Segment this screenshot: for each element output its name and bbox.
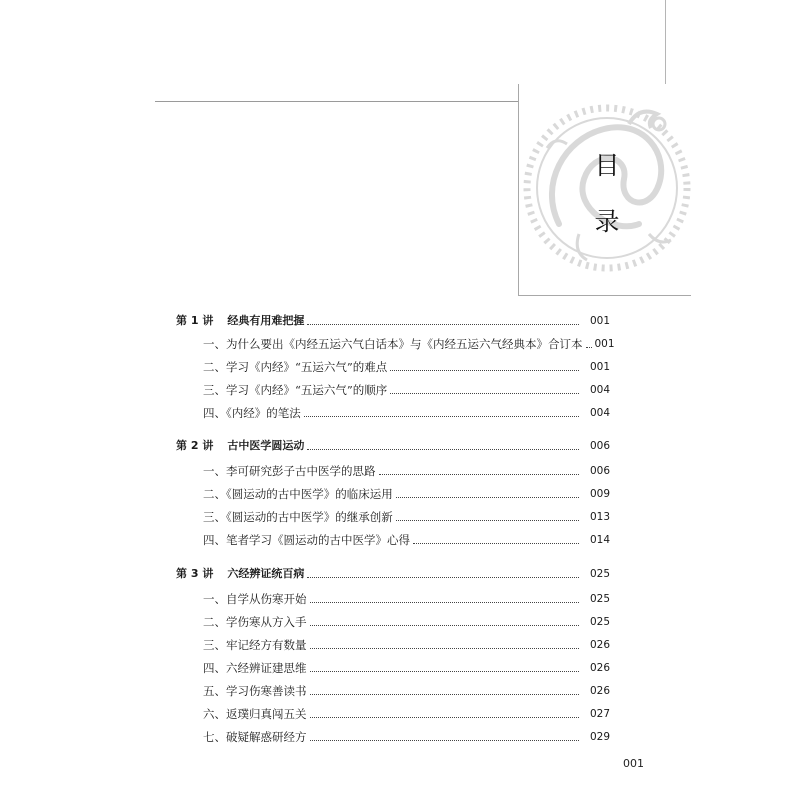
toc-section-row[interactable] [203, 404, 610, 420]
header-rule [155, 101, 519, 102]
toc-section-row[interactable] [203, 335, 615, 351]
page-number: 025 [589, 593, 610, 605]
leader-dots [396, 497, 579, 498]
page-number: 001 [594, 338, 615, 350]
page-number: 026 [589, 639, 610, 651]
lecture-title: 六经辨证统百病 [227, 567, 305, 580]
toc-section-row[interactable] [203, 613, 610, 629]
toc-lecture-row[interactable] [176, 437, 610, 453]
page-number: 006 [589, 440, 610, 452]
section-title: 一、自学从伤寒开始 [203, 592, 307, 606]
toc-lecture-row[interactable] [176, 565, 610, 581]
leader-dots [310, 671, 580, 672]
leader-dots [310, 648, 580, 649]
page-number: 013 [589, 511, 610, 523]
leader-dots [307, 449, 579, 450]
lecture-title: 经典有用难把握 [227, 314, 305, 327]
page-number: 014 [589, 534, 610, 546]
section-title: 六、返璞归真闯五关 [203, 707, 307, 721]
page-number: 001 [589, 361, 610, 373]
toc-section-row[interactable] [203, 682, 610, 698]
leader-dots [413, 543, 579, 544]
leader-dots [390, 370, 579, 371]
section-title: 四、笔者学习《圆运动的古中医学》心得 [203, 533, 410, 547]
leader-dots [310, 602, 580, 603]
section-title: 二、《圆运动的古中医学》的临床运用 [203, 487, 393, 501]
section-title: 二、学习《内经》“五运六气”的难点 [203, 360, 388, 374]
lecture-title: 古中医学圆运动 [227, 439, 305, 452]
section-title: 四、六经辨证建思维 [203, 661, 307, 675]
leader-dots [304, 416, 579, 417]
toc-section-row[interactable] [203, 462, 610, 478]
leader-dots [310, 740, 580, 741]
toc-section-row[interactable] [203, 728, 610, 744]
toc-section-row[interactable] [203, 485, 610, 501]
page-number: 004 [589, 384, 610, 396]
toc-section-row[interactable] [203, 358, 610, 374]
toc-section-row[interactable] [203, 590, 610, 606]
section-title: 五、学习伤寒善读书 [203, 684, 307, 698]
toc-title-box [518, 84, 691, 296]
lecture-number: 第 3 讲 [176, 567, 214, 580]
toc-lecture-row[interactable] [176, 312, 610, 328]
toc-title-char: 录 [594, 207, 620, 236]
toc-section-row[interactable] [203, 659, 610, 675]
page-number: 027 [589, 708, 610, 720]
toc-title-char: 目 [594, 151, 620, 180]
section-title: 七、破疑解惑研经方 [203, 730, 307, 744]
leader-dots [379, 474, 580, 475]
leader-dots [310, 694, 580, 695]
leader-dots [310, 717, 580, 718]
leader-dots [307, 324, 579, 325]
section-title: 三、牢记经方有数量 [203, 638, 307, 652]
toc-section-row[interactable] [203, 705, 610, 721]
page-number: 025 [589, 568, 610, 580]
toc-section-row[interactable] [203, 531, 610, 547]
lecture-number: 第 2 讲 [176, 439, 214, 452]
section-title: 一、李可研究彭子古中医学的思路 [203, 464, 376, 478]
section-title: 三、《圆运动的古中医学》的继承创新 [203, 510, 393, 524]
toc-section-row[interactable] [203, 381, 610, 397]
dragon-emblem-icon [519, 84, 691, 296]
leader-dots [310, 625, 580, 626]
toc-section-row[interactable] [203, 508, 610, 524]
toc-section-row[interactable] [203, 636, 610, 652]
leader-dots [390, 393, 579, 394]
page-number: 025 [589, 616, 610, 628]
page-number: 026 [589, 662, 610, 674]
section-title: 三、学习《内经》“五运六气”的顺序 [203, 383, 388, 397]
section-title: 四、《内经》的笔法 [203, 406, 301, 420]
frame-vertical-rule [665, 0, 666, 84]
page-number: 004 [589, 407, 610, 419]
page-number: 001 [589, 315, 610, 327]
page-number: 029 [589, 731, 610, 743]
page-folio: 001 [623, 757, 644, 770]
lecture-number: 第 1 讲 [176, 314, 214, 327]
leader-dots [307, 577, 579, 578]
page-number: 026 [589, 685, 610, 697]
page-number: 006 [589, 465, 610, 477]
leader-dots [396, 520, 579, 521]
section-title: 一、为什么要出《内经五运六气白话本》与《内经五运六气经典本》合订本 [203, 337, 583, 351]
section-title: 二、学伤寒从方入手 [203, 615, 307, 629]
page-number: 009 [589, 488, 610, 500]
leader-dots [586, 347, 592, 348]
